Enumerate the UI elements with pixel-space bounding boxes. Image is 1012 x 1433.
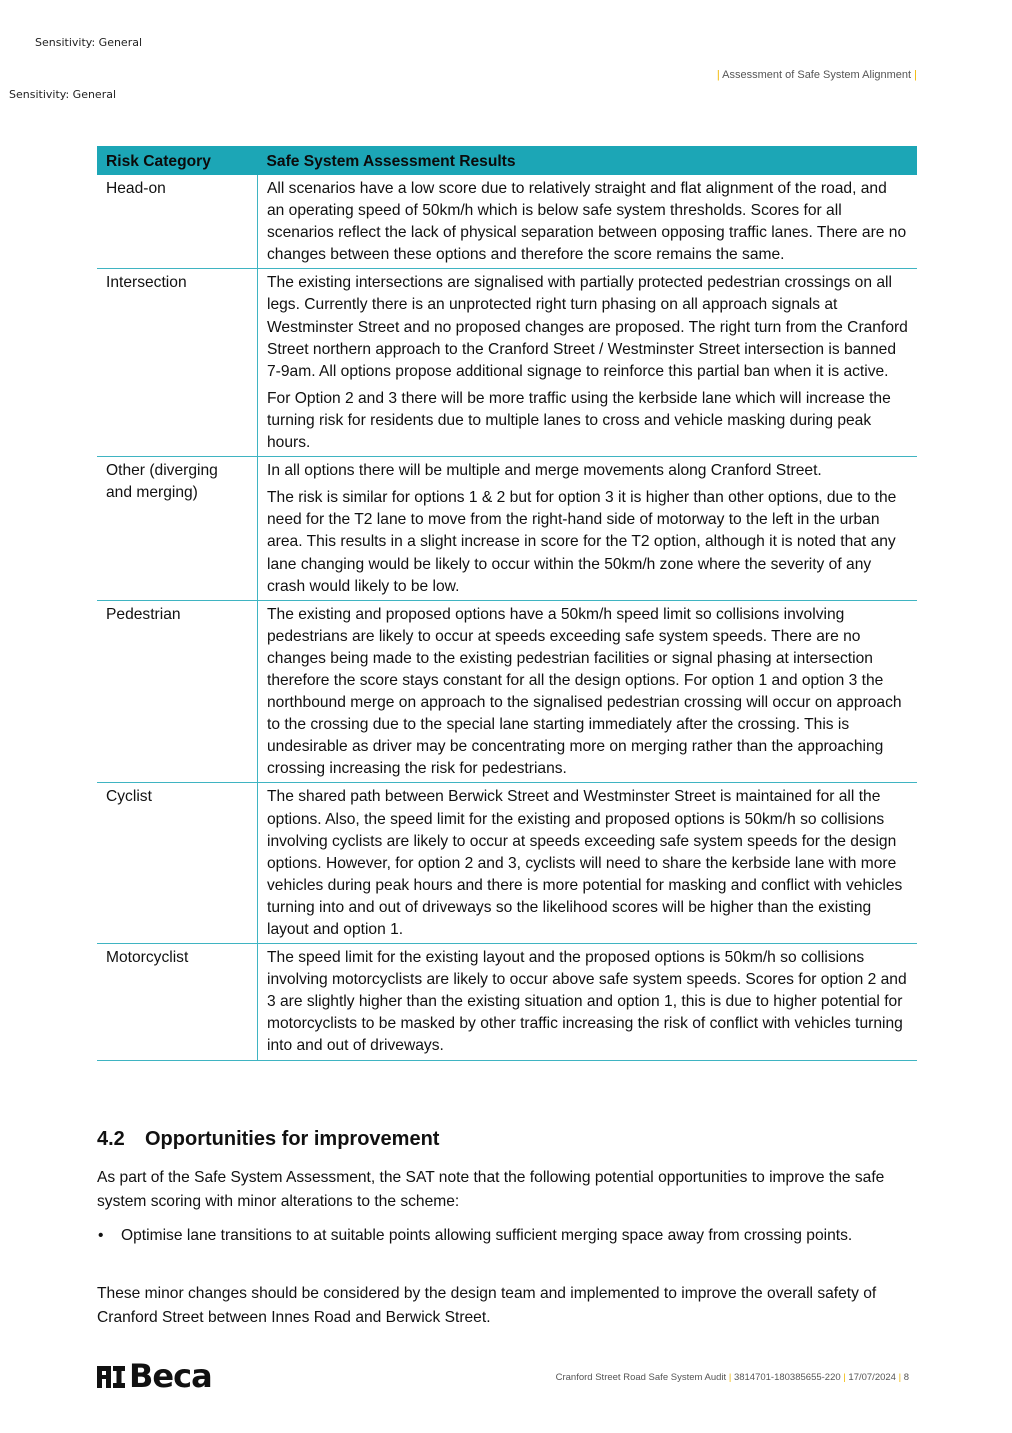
bullet-icon: • xyxy=(98,1227,104,1244)
result-paragraph: For Option 2 and 3 there will be more traffic using the kerbside lane which will increase the turning risk for residents due to multiple lanes to cross and vehicle masking during peak hours. xyxy=(267,389,891,452)
table-row xyxy=(97,457,917,601)
footer-meta: Cranford Street Road Safe System Audit | 3814701-180385655-220 | 17/07/2024 | 8 xyxy=(555,1372,909,1383)
assessment-result-cell xyxy=(258,783,918,944)
assessment-result-cell xyxy=(258,457,918,601)
table-row xyxy=(97,269,917,457)
beca-logo-mark-icon xyxy=(97,1362,125,1390)
list-item xyxy=(97,1224,907,1248)
beca-logo xyxy=(97,1357,212,1395)
table-row xyxy=(97,944,917,1060)
table-row xyxy=(97,600,917,783)
result-paragraph: The existing intersections are signalised with partially protected pedestrian crossings on all legs. Currently there is an unprotected right turn phasing on all approach signals at Westminster Street and no proposed changes are proposed. The right turn from the Cranford Street northern approach to the Cranford Street / Westminster Street intersection is banned 7-9am. All options propose additional signage to reinforce this partial ban when it is active. xyxy=(267,274,908,380)
column-header: Risk Category xyxy=(97,146,258,175)
assessment-result-cell xyxy=(258,269,918,457)
risk-category-cell: Intersection xyxy=(97,269,258,457)
table-header-row xyxy=(97,146,917,175)
page-number: 8 xyxy=(903,1372,909,1383)
list-item-text: Optimise lane transitions to at suitable points allowing sufficient merging space away from crossing points. xyxy=(121,1227,853,1244)
risk-category-cell: Motorcyclist xyxy=(97,944,258,1060)
risk-category-cell: Head-on xyxy=(97,175,258,269)
footer-doc-number: 3814701-180385655-220 xyxy=(733,1372,841,1383)
result-paragraph: The speed limit for the existing layout and the proposed options is 50km/h so collisions involving motorcyclists are likely to occur above safe system speeds. Scores for option 2 and 3 are slightly higher than the existing situation and option 1, this is due to higher potential for motorcyclists to be masked by other traffic increasing the risk of conflict with vehicles turning into and out of driveways. xyxy=(267,949,907,1055)
closing-paragraph: These minor changes should be considered by the design team and implemented to improve the overall safety of Cranford Street between Innes Road and Berwick Street. xyxy=(97,1285,877,1326)
table-row xyxy=(97,175,917,269)
result-paragraph: The risk is similar for options 1 & 2 but for option 3 it is higher than other options, due to the need for the T2 lane to move from the right-hand side of motorway to the left in the urban area. This results in a slight increase in score for the T2 option, although it is noted that any lane changing would be likely to occur within the 50km/h zone where the severity of any crash would likely to be low. xyxy=(267,489,897,595)
section-title: Opportunities for improvement xyxy=(145,1128,440,1150)
assessment-result-cell xyxy=(258,175,918,269)
result-paragraph: All scenarios have a low score due to relatively straight and flat alignment of the road, and an operating speed of 50km/h which is below safe system thresholds. Scores for all scenarios reflect the lack of physical separation between opposing traffic lanes. There are no changes between these options and therefore the score remains the same. xyxy=(267,180,907,264)
risk-category-cell: Cyclist xyxy=(97,783,258,944)
footer-doc-title: Cranford Street Road Safe System Audit xyxy=(555,1372,727,1383)
intro-paragraph: As part of the Safe System Assessment, the SAT note that the following potential opportunities to improve the safe system scoring with minor alterations to the scheme: xyxy=(97,1169,885,1210)
result-paragraph: The shared path between Berwick Street and Westminster Street is maintained for all the options. Also, the speed limit for the existing and proposed options is 50km/h so collisions involving cyclists are likely to occur at speeds exceeding safe system speeds for the design options. However, for option 2 and 3, cyclists will need to share the kerbside lane with more vehicles during peak hours and there is more potential for masking and conflict with vehicles turning into and out of driveways so the likelihood scores will be higher than the existing layout and option 1. xyxy=(267,788,903,938)
assessment-result-cell xyxy=(258,600,918,783)
assessment-result-cell xyxy=(258,944,918,1060)
sensitivity-label: Sensitivity: General xyxy=(35,36,143,49)
running-header: | Assessment of Safe System Alignment | xyxy=(716,69,917,81)
section-number: 4.2 xyxy=(97,1128,125,1150)
risk-category-cell: Other (diverging and merging) xyxy=(97,457,258,601)
risk-category-cell: Pedestrian xyxy=(97,600,258,783)
risk-assessment-table xyxy=(97,146,917,1061)
bullet-list xyxy=(97,1224,907,1248)
result-paragraph: In all options there will be multiple and merge movements along Cranford Street. xyxy=(267,462,822,480)
header-title: Assessment of Safe System Alignment xyxy=(722,69,912,81)
section-heading xyxy=(97,1128,439,1151)
footer-date: 17/07/2024 xyxy=(848,1372,896,1383)
column-header: Safe System Assessment Results xyxy=(258,146,918,175)
logo-wordmark: Beca xyxy=(129,1357,212,1395)
table-row xyxy=(97,783,917,944)
result-paragraph: The existing and proposed options have a 50km/h speed limit so collisions involving pedestrians are likely to occur at speeds exceeding safe system speeds. There are no changes being made to the existing pedestrian facilities or signal phasing at intersection therefore the score stays constant for all the design options. For option 1 and option 3 the northbound merge on approach to the signalised pedestrian crossing will occur on approach to the crossing due to the special lane starting immediately after the crossing. This is undesirable as driver may be concentrating more on merging rather than the approaching crossing increasing the risk for pedestrians. xyxy=(267,605,902,778)
sensitivity-label: Sensitivity: General xyxy=(9,88,117,101)
